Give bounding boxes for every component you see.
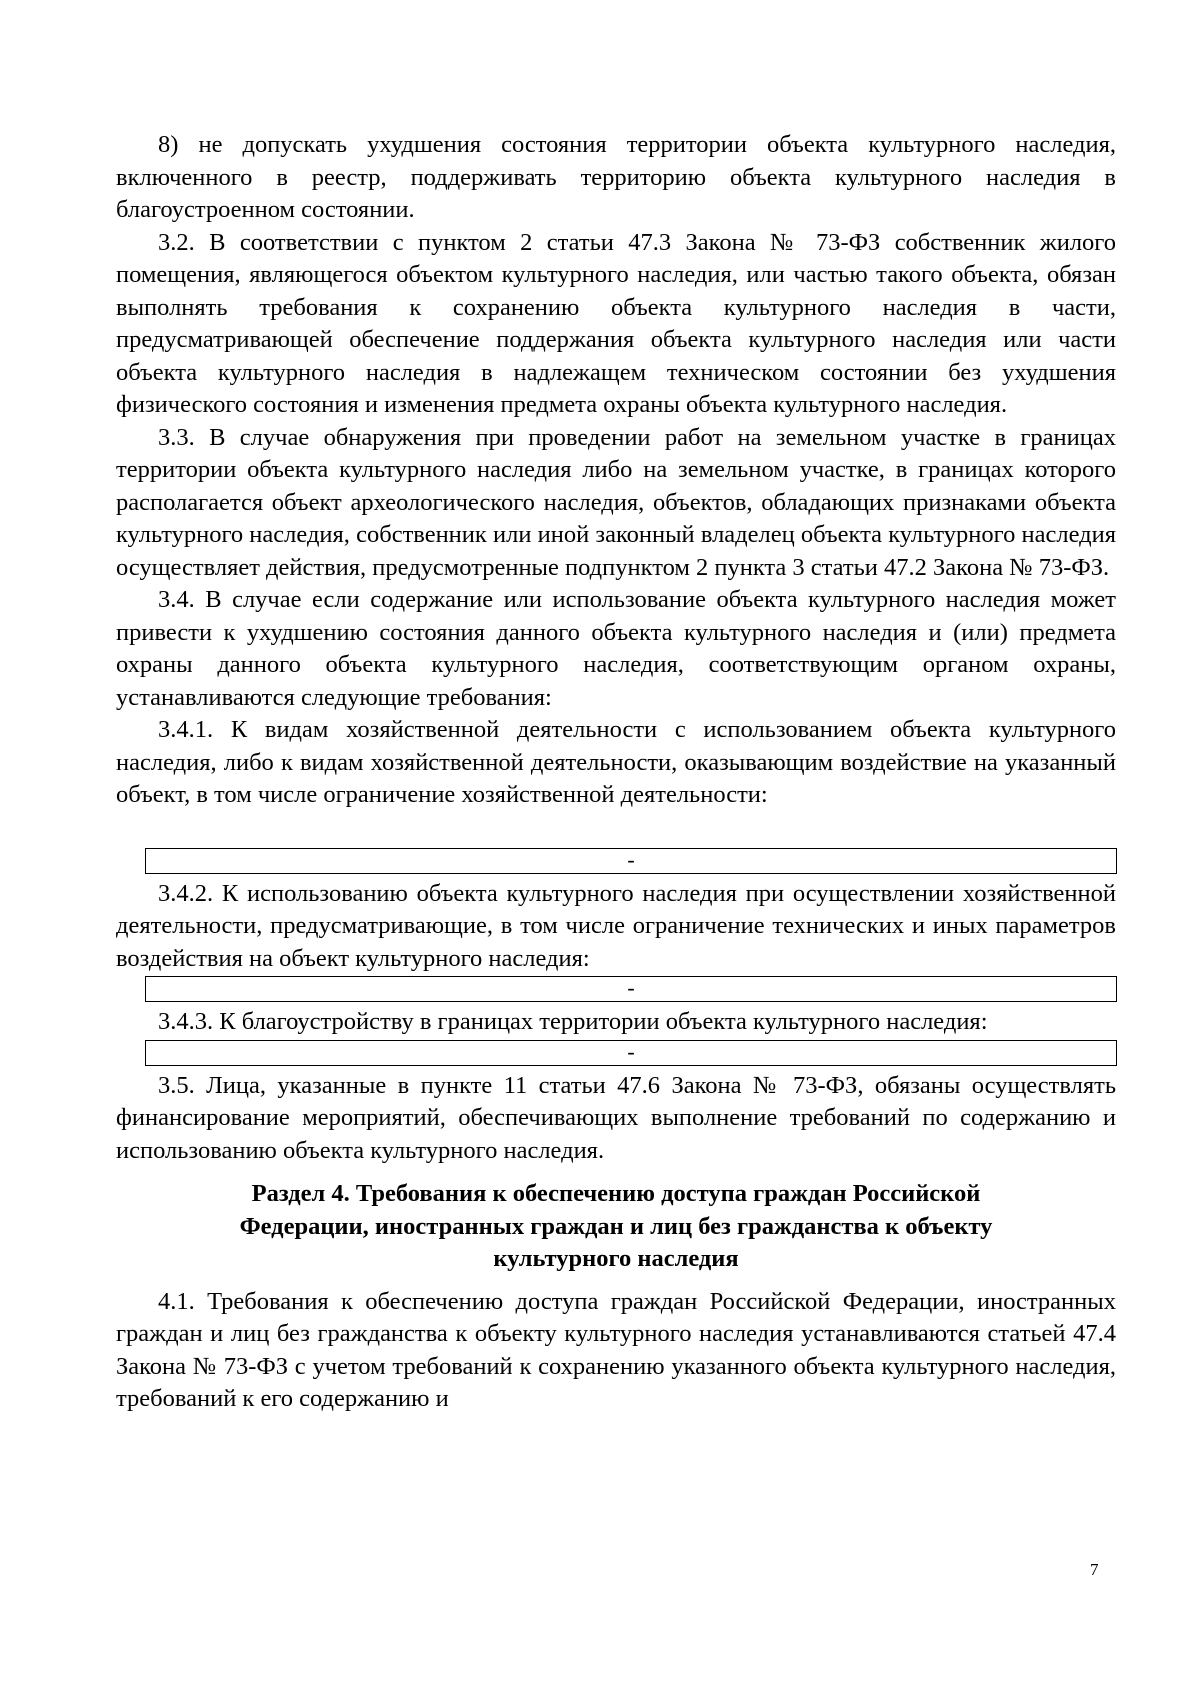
requirements-box-3-4-3 xyxy=(145,1040,1117,1066)
paragraph-3-4-1: 3.4.1. К видам хозяйственной деятельности с использованием объекта культурного наследия, либо к видам хозяйственной деятельности, оказывающим воздействие на указанный объект, в том числе ограничение хозяйственной деятельности: xyxy=(116,716,1116,808)
paragraph-3-3: 3.3. В случае обнаружения при проведении работ на земельном участке в границах территории объекта культурного наследия либо на земельном участке, в границах которого располагается объект археологического наследия, объектов, обладающих признаками объекта культурного наследия, собственник или иной законный владелец объекта культурного наследия осуществляет действия, предусмотренные подпунктом 2 пункта 3 статьи 47.2 Закона № 73-ФЗ. xyxy=(116,423,1116,581)
requirements-box-value: - xyxy=(627,846,635,872)
paragraph-3-5: 3.5. Лица, указанные в пункте 11 статьи 47.6 Закона № 73-ФЗ, обязаны осуществлять финансирование мероприятий, обеспечивающих выполнение требований по содержанию и использованию объекта культурного наследия. xyxy=(116,1071,1116,1164)
paragraph-3-4: 3.4. В случае если содержание или использование объекта культурного наследия может привести к ухудшению состояния данного объекта культурного наследия и (или) предмета охраны данного объекта культурного наследия, соответствующим органом охраны, устанавливаются следующие требования: xyxy=(116,586,1116,711)
requirements-box-3-4-1 xyxy=(145,848,1117,874)
section-heading-line: культурного наследия xyxy=(493,1245,739,1272)
requirements-box-3-4-2 xyxy=(145,976,1117,1002)
paragraph-3-4-3: 3.4.3. К благоустройству в границах территории объекта культурного наследия: xyxy=(158,1008,988,1035)
section-4-heading xyxy=(116,1178,1116,1276)
section-heading-line: Федерации, иностранных граждан и лиц без гражданства к объекту xyxy=(239,1212,993,1240)
paragraph-item-8: 8) не допускать ухудшения состояния территории объекта культурного наследия, включенного в реестр, поддерживать территорию объекта культурного наследия в благоустроенном состоянии. xyxy=(116,131,1116,223)
paragraph-3-2: 3.2. В соответствии с пунктом 2 статьи 47.3 Закона № 73-ФЗ собственник жилого помещения, являющегося объектом культурного наследия, или частью такого объекта, обязан выполнять требования к сохранению объекта культурного наследия в части, предусматривающей обеспечение поддержания объекта культурного наследия или части объекта культурного наследия в надлежащем техническом состоянии без ухудшения физического состояния и изменения предмета охраны объекта культурного наследия. xyxy=(116,228,1116,418)
requirements-box-value: - xyxy=(627,1038,635,1064)
document-body xyxy=(116,129,1116,1416)
paragraph-3-4-2: 3.4.2. К использованию объекта культурного наследия при осуществлении хозяйственной деятельности, предусматривающие, в том числе ограничение технических и иных параметров воздействия на объект культурного наследия: xyxy=(116,879,1116,972)
section-heading-line: Раздел 4. Требования к обеспечению доступа граждан Российской xyxy=(251,1180,981,1207)
page-number: 7 xyxy=(1090,1560,1099,1579)
requirements-box-value: - xyxy=(627,975,635,1000)
paragraph-4-1: 4.1. Требования к обеспечению доступа граждан Российской Федерации, иностранных граждан и лиц без гражданства к объекту культурного наследия устанавливаются статьей 47.4 Закона № 73-ФЗ с учетом требований к сохранению указанного объекта культурного наследия, требований к его содержанию и xyxy=(116,1287,1116,1412)
